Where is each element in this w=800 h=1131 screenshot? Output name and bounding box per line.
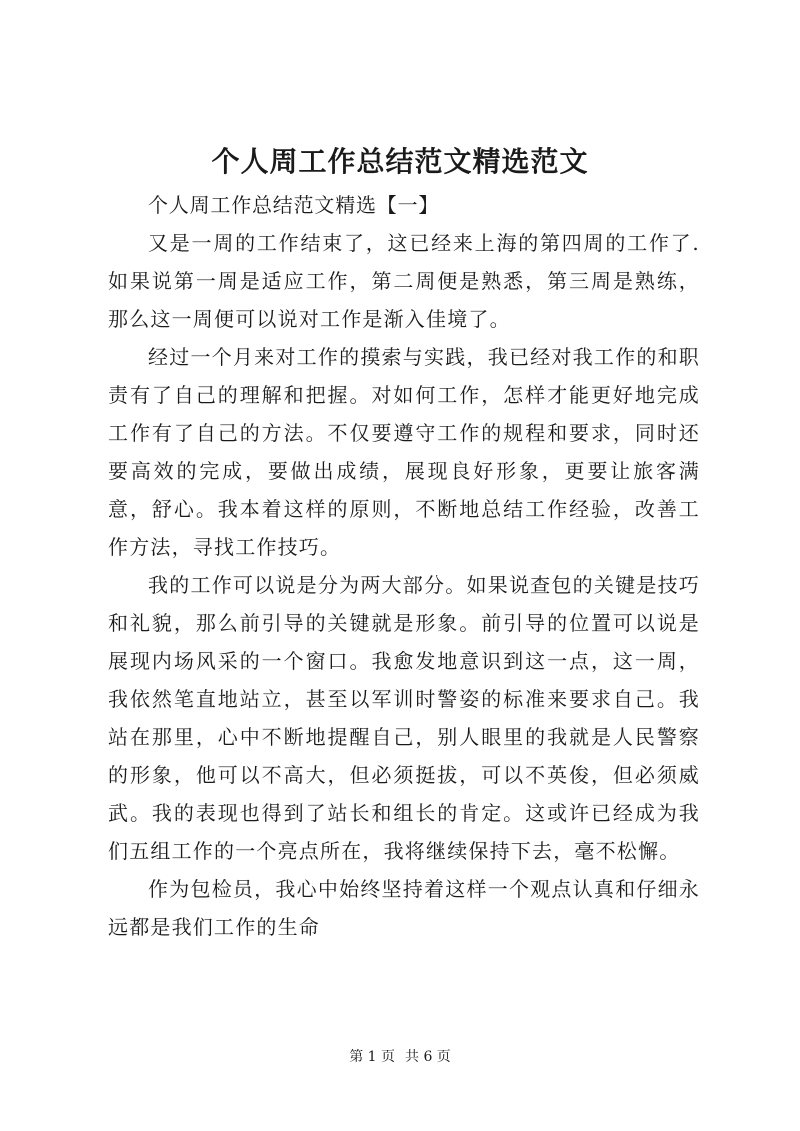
paragraph: 经过一个月来对工作的摸索与实践，我已经对我工作的和职责有了自己的理解和把握。对如何工作，怎样才能更好地完成工作有了自己的方法。不仅要遵守工作的规程和要求，同时还要高效的完成，要做出成绩，展现良好形象，更要让旅客满意，舒心。我本着这样的原则，不断地总结工作经验，改善工作方法，寻找工作技巧。 (108, 345, 700, 559)
paragraph: 我的工作可以说是分为两大部分。如果说查包的关键是技巧和礼貌，那么前引导的关键就是形象。前引导的位置可以说是展现内场风采的一个窗口。我愈发地意识到这一点，这一周，我依然笔直地站立，甚至以军训时警姿的标准来要求自己。我站在那里，心中不断地提醒自己，别人眼里的我就是人民警察的形象，他可以不高大，但必须挺拔，可以不英俊，但必须威武。我的表现也得到了站长和组长的肯定。这或许已经成为我们五组工作的一个亮点所在，我将继续保持下去，毫不松懈。 (108, 573, 700, 863)
document-body (108, 186, 700, 946)
page-number: 第 1 页 (349, 1049, 395, 1065)
document-title: 个人周工作总结范文精选范文 (211, 145, 589, 178)
paragraph: 又是一周的工作结束了，这已经来上海的第四周的工作了.如果说第一周是适应工作，第二周便是熟悉，第三周是熟练，那么这一周便可以说对工作是渐入佳境了。 (108, 231, 700, 331)
paragraph: 作为包检员，我心中始终坚持着这样一个观点认真和仔细永远都是我们工作的生命 (108, 877, 700, 939)
section-heading: 个人周工作总结范文精选【一】 (148, 193, 440, 217)
page-total: 共 6 页 (405, 1049, 451, 1065)
page-footer (0, 1047, 800, 1067)
